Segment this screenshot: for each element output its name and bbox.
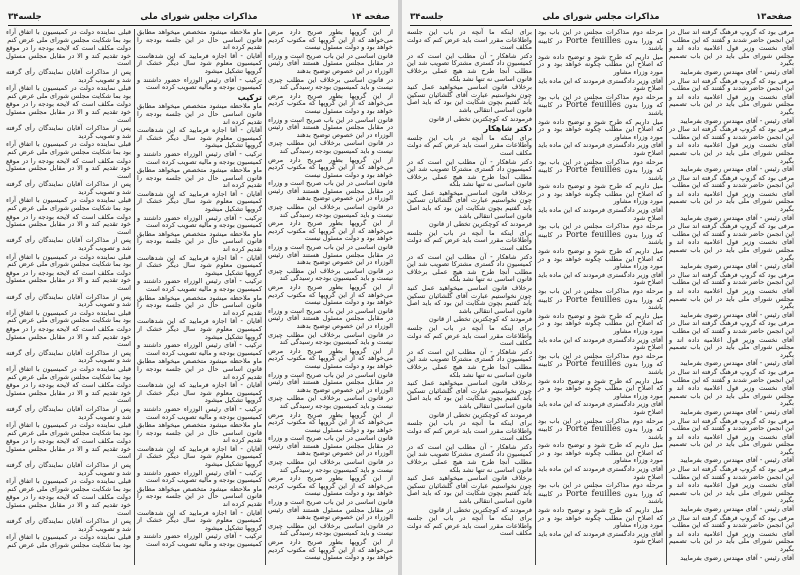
paragraph: قانون اساسی در این باب صریح است و وزراء در مقابل مجلس مسئول هستند آقای رئیس الوزراء در این خصوص توضیح بدهند	[268, 434, 393, 458]
paragraph: دولت مکلف است که لایحه بودجه را در موقع خود تقدیم کند و الا در مقابل مجلس مسئول است	[6, 437, 131, 461]
paragraph: از این گروپها بطور صریح دارد مرض می‌خواهد که از این گروپها که مکتوب کردیم خواهد بود و دولت مسئول نیست	[268, 283, 393, 307]
paragraph: قانون اساسی در این باب صریح است و وزراء در مقابل مجلس مسئول هستند آقای رئیس الوزراء در این خصوص توضیح بدهند	[268, 179, 393, 203]
session-number: جلسه۳۴	[8, 12, 42, 22]
paragraph: از این گروپها بطور صریح دارد مرض می‌خواهد که از این گروپها که مکتوب کردیم خواهد بود و دولت مسئول نیست	[268, 91, 393, 115]
paragraph: ماو ملاحظه میشود متخصص میخواهد مطابق قانون اساسی حال در این جلسه بودجه را تقدیم کرده اند	[137, 166, 262, 190]
text-column	[268, 29, 393, 567]
paragraph: دولت مکلف است که لایحه بودجه را در موقع خود تقدیم کند و الا در مقابل مجلس مسئول است	[6, 156, 131, 180]
paragraph: از این گروپها بطور صریح دارد مرض می‌خواهد که از این گروپها که مکتوب کردیم خواهد بود و دولت مسئول نیست	[268, 410, 393, 434]
paragraph: آقای رئیس - آقای مهندس رضوی بفرمایید	[680, 359, 794, 368]
paragraph: آقای وزیر دادگستری فرمودند که این ماده باید اصلاح شود	[538, 206, 663, 222]
paragraph: ترکیب - آقای رئیس الوزراء حضور داشتند و کمیسیون بودجه و مالیه تصویب کرده است	[137, 213, 262, 230]
paragraph: پس از مذاکرات آقایان نمایندگان رأی گرفته شد و تصویب گردید	[6, 236, 131, 253]
paragraph: پس از مذاکرات آقایان نمایندگان رأی گرفته شد و تصویب گردید	[6, 348, 131, 365]
paragraph: فرمودند که کوچکترین تخطی از قانون	[428, 220, 532, 229]
paragraph: قبلی نماینده دولت در کمیسیون با اتفاق آراء بود بما شکایت مجلس شورای ملی عرض کنم	[6, 533, 131, 549]
paragraph: قبلی نماینده دولت در کمیسیون با اتفاق آراء بود بما شکایت مجلس شورای ملی عرض کنم	[6, 421, 131, 437]
page-header	[410, 12, 792, 24]
paragraph: آقای وزیر دادگستری فرمودند که این ماده باید اصلاح شود	[538, 465, 663, 481]
paragraph: میل داریم که طرح شود و توضیح داده شود که اصلاح این مطلب چگونه خواهد بود و در مورد وزراء مشاور	[538, 247, 663, 271]
column-divider	[666, 29, 667, 565]
paragraph: آقای رئیس - آقای مهندس رضوی بفرمایید	[680, 165, 794, 174]
paragraph: میل داریم که طرح شود و توضیح داده شود که اصلاح این مطلب چگونه خواهد بود و در مورد وزراء مشاور	[538, 182, 663, 206]
paragraph: آقای وزیر دادگستری فرمودند که این ماده باید اصلاح شود	[538, 400, 663, 416]
paragraph: آقای نخست وزیر قول اعلامیه داده اند و مجلس شورای ملی باید در این باب تصمیم بگیرد	[669, 481, 794, 505]
paragraph: ماو ملاحظه میشود متخصص میخواهد مطابق قانون اساسی حال در این جلسه بودجه را تقدیم کرده اند	[137, 28, 262, 52]
paragraph: در قانون اساسی برخلاف این مطلب چیزی نیست و باید کمیسیون بودجه رسیدگی کند	[268, 458, 393, 474]
paragraph: دولت مکلف است که لایحه بودجه را در موقع خود تقدیم کند و الا در مقابل مجلس مسئول است	[6, 324, 131, 349]
paragraph: برای اینکه ما آنچه در باب این جلسه واطلاعات مقرر است باید عرض کنم که دولت مکلف است	[407, 514, 532, 538]
paragraph: فرمودند که کوچکترین تخطی از قانون	[428, 315, 532, 324]
paragraph: پس از مذاکرات آقایان نمایندگان رأی گرفته شد و تصویب گردید	[6, 461, 131, 477]
paragraph: آقایان - آقا اجازه فرمایید که این شدهاست کمیسیون معلوم شود سال دیگر خشک از گروپها تشکیل میشود	[137, 51, 262, 75]
paragraph: مرفی بود که گروپ فرهنگ گرفته اند سال در این انجمن حاضر شدند و گفتند که این مطلب	[669, 270, 794, 287]
paragraph: ماو ملاحظه میشود متخصص میخواهد مطابق قانون اساسی حال در این جلسه بودجه را تقدیم کرده اند	[137, 484, 262, 509]
paragraph: قانون اساسی در این باب صریح است و وزراء در مقابل مجلس مسئول هستند آقای رئیس الوزراء در این خصوص توضیح بدهند	[268, 115, 393, 139]
paragraph: مرفی بود که گروپ فرهنگ گرفته اند سال در این انجمن حاضر شدند و گفتند که این مطلب	[669, 222, 794, 238]
paragraph: در قانون اساسی برخلاف این مطلب چیزی نیست و باید کمیسیون بودجه رسیدگی کند	[268, 75, 393, 92]
paragraph: قبلی نماینده دولت در کمیسیون با اتفاق آراء بود بما شکایت مجلس شورای ملی عرض کنم	[6, 84, 131, 100]
paragraph: آقای رئیس - آقای مهندس رضوی بفرمایید	[680, 213, 794, 222]
paragraph: آقای نخست وزیر قول اعلامیه داده اند و مجلس شورای ملی باید در این باب تصمیم بگیرد	[669, 238, 794, 262]
paragraph: قبلی نماینده دولت در کمیسیون با اتفاق آراء بود بما شکایت مجلس شورای ملی عرض کنم	[6, 140, 131, 156]
paragraph: آقای نخست وزیر قول اعلامیه داده اند و مجلس شورای ملی باید در این باب تصمیم بگیرد	[669, 189, 794, 214]
page-number: صفحه۱۳	[755, 12, 792, 22]
paragraph: آقای رئیس - آقای مهندس رضوی بفرمایید	[680, 262, 794, 271]
column-divider	[134, 29, 135, 565]
paragraph: آقای نخست وزیر قول اعلامیه داده اند و مجلس شورای ملی باید در این باب تصمیم بگیرد	[669, 44, 794, 68]
paragraph: ترکیب - آقای رئیس الوزراء حضور داشتند و کمیسیون بودجه و مالیه تصویب کرده است	[137, 532, 262, 548]
paragraph: قانون اساسی در این باب صریح است و وزراء در مقابل مجلس مسئول هستند آقای رئیس الوزراء در این خصوص توضیح بدهند	[268, 498, 393, 522]
paragraph: فرمودند که کوچکترین تخطی از قانون	[428, 114, 532, 123]
paragraph: قبلی نماینده دولت در کمیسیون با اتفاق آراء بود بما شکایت مجلس شورای ملی عرض کنم	[6, 308, 131, 325]
header-rule	[8, 25, 390, 26]
paragraph: فرمودند که کوچکترین تخطی از قانون	[428, 505, 532, 514]
paragraph: از این گروپها بطور صریح دارد مرض می‌خواهد که از این گروپها که مکتوب کردیم خواهد بود و دولت مسئول نیست	[268, 155, 393, 179]
paragraph: مرحله دوم مذاکرات مجلس در این باب بود که وزرا بدون Porte feuilles در کابینه باشند	[538, 157, 663, 182]
paragraph: پس از مذاکرات آقایان نمایندگان رأی گرفته شد و تصویب گردید	[6, 67, 131, 84]
paragraph: مرحله دوم مذاکرات مجلس در این باب بود که وزرا بدون Porte feuilles در کابینه باشند	[538, 28, 663, 53]
paragraph: ترکیب - آقای رئیس الوزراء حضور داشتند و کمیسیون بودجه و مالیه تصویب کرده است	[137, 468, 262, 485]
paragraph: از این گروپها بطور صریح دارد مرض می‌خواهد که از این گروپها که مکتوب کردیم خواهد بود و دولت مسئول نیست	[268, 28, 393, 52]
paragraph: از این گروپها بطور صریح دارد مرض می‌خواهد که از این گروپها که مکتوب کردیم خواهد بود و دولت مسئول نیست	[268, 538, 393, 562]
paragraph: برای اینکه ما آنچه در باب این جلسه واطلاعات مقرر است باید عرض کنم که دولت مکلف است	[407, 323, 532, 348]
paragraph: میل داریم که طرح شود و توضیح داده شود که اصلاح این مطلب چگونه خواهد بود و در مورد وزراء مشاور	[538, 52, 663, 76]
paragraph: در قانون اساسی برخلاف این مطلب چیزی نیست و باید کمیسیون بودجه رسیدگی کند	[268, 139, 393, 155]
paragraph: در قانون اساسی برخلاف این مطلب چیزی نیست و باید کمیسیون بودجه رسیدگی کند	[268, 521, 393, 538]
paragraph: فرمودند که کوچکترین تخطی از قانون	[428, 410, 532, 419]
text-column	[137, 29, 262, 567]
paragraph: آقای رئیس - آقای مهندس رضوی بفرمایید	[680, 553, 794, 562]
header-rule	[410, 25, 792, 26]
paragraph: مرحله دوم مذاکرات مجلس در این باب بود که وزرا بدون Porte feuilles در کابینه باشند	[538, 481, 663, 506]
paragraph: مرفی بود که گروپ فرهنگ گرفته اند سال در این انجمن حاضر شدند و گفتند که این مطلب	[669, 513, 794, 530]
paragraph: قانون اساسی در این باب صریح است و وزراء در مقابل مجلس مسئول هستند آقای رئیس الوزراء در این خصوص توضیح بدهند	[268, 51, 393, 75]
paragraph: مرحله دوم مذاکرات مجلس در این باب بود که وزرا بدون Porte feuilles در کابینه باشند	[538, 222, 663, 247]
paragraph: میل داریم که طرح شود و توضیح داده شود که اصلاح این مطلب چگونه خواهد بود و در مورد وزراء مشاور	[538, 311, 663, 335]
paragraph: قانون اساسی در این باب صریح است و وزراء در مقابل مجلس مسئول هستند آقای رئیس الوزراء در این خصوص توضیح بدهند	[268, 243, 393, 267]
paragraph: دولت مکلف است که لایحه بودجه را در موقع خود تقدیم کند و الا در مقابل مجلس مسئول است	[6, 268, 131, 292]
paragraph: آقای نخست وزیر قول اعلامیه داده اند و مجلس شورای ملی باید در این باب تصمیم بگیرد	[669, 529, 794, 553]
paragraph: میل داریم که طرح شود و توضیح داده شود که اصلاح این مطلب چگونه خواهد بود و در مورد وزراء مشاور	[538, 117, 663, 141]
paragraph: آقایان - آقا اجازه فرمایید که این شدهاست کمیسیون معلوم شود سال دیگر خشک از گروپها تشکیل میشود	[137, 126, 262, 150]
paragraph: آقای وزیر دادگستری فرمودند که این ماده باید اصلاح شود	[538, 529, 663, 546]
paragraph: دولت مکلف است که لایحه بودجه را در موقع خود تقدیم کند و الا در مقابل مجلس مسئول است	[6, 100, 131, 124]
paragraph: ماو ملاحظه میشود متخصص میخواهد مطابق قانون اساسی حال در این جلسه بودجه را تقدیم کرده اند	[137, 102, 262, 126]
paragraph: دکتر شاهکار - آن مطلب این است که در کمیسیون داد گستری مشترکا تصویب شد این مطلب آنجا طرح شد هیچ عملی برخلاف قانون اساسی نه تنها نشد بلکه	[407, 442, 532, 474]
paragraph: برای اینکه ما آنچه در باب این جلسه واطلاعات مقرر است باید عرض کنم که دولت مکلف است	[407, 28, 532, 52]
paragraph: آقای رئیس - آقای مهندس رضوی بفرمایید	[680, 456, 794, 465]
paragraph: آقای رئیس - آقای مهندس رضوی بفرمایید	[680, 67, 794, 76]
text-column	[538, 29, 663, 567]
publication-title: مذاکرات مجلس شورای ملی	[140, 12, 258, 22]
left-page	[0, 0, 398, 575]
paragraph: پس از مذاکرات آقایان نمایندگان رأی گرفته شد و تصویب گردید	[6, 292, 131, 309]
paragraph: قانون اساسی در این باب صریح است و وزراء در مقابل مجلس مسئول هستند آقای رئیس الوزراء در این خصوص توضیح بدهند	[268, 370, 393, 394]
paragraph: قبلی نماینده دولت در کمیسیون با اتفاق آراء بود بما شکایت مجلس شورای ملی عرض کنم	[6, 477, 131, 493]
paragraph: در قانون اساسی برخلاف این مطلب چیزی نیست و باید کمیسیون بودجه رسیدگی کند	[268, 266, 393, 283]
session-number: جلسه۳۴	[410, 12, 444, 22]
paragraph: ترکیب - آقای رئیس الوزراء حضور داشتند و کمیسیون بودجه و مالیه تصویب کرده است	[137, 75, 262, 92]
paragraph: مرفی بود که گروپ فرهنگ گرفته اند سال در این انجمن حاضر شدند و گفتند که این مطلب	[669, 465, 794, 481]
column-divider	[265, 29, 266, 565]
paragraph: آقای رئیس - آقای مهندس رضوی بفرمایید	[680, 505, 794, 514]
paragraph: مرفی بود که گروپ فرهنگ گرفته اند سال در این انجمن حاضر شدند و گفتند که این مطلب	[669, 125, 794, 141]
paragraph: ترکیب - آقای رئیس الوزراء حضور داشتند و کمیسیون بودجه و مالیه تصویب کرده است	[137, 404, 262, 421]
paragraph: آقایان - آقا اجازه فرمایید که این شدهاست کمیسیون معلوم شود سال دیگر خشک از گروپها تشکیل میشود	[137, 253, 262, 277]
paragraph: پس از مذاکرات آقایان نمایندگان رأی گرفته شد و تصویب گردید	[6, 124, 131, 140]
paragraph: میل داریم که طرح شود و توضیح داده شود که اصلاح این مطلب چگونه خواهد بود و در مورد وزراء مشاور	[538, 506, 663, 530]
paragraph: برای اینکه ما آنچه در باب این جلسه واطلاعات مقرر است باید عرض کنم که دولت مکلف است	[407, 419, 532, 443]
paragraph: برخلاف قانون اساسی میخواهید عمل کنید چون نخواستیم عبارت آقای گلشائیان تسکین یابد گفتیم بچون شکایت این بود که باید اصل قانون اساسی انتقالی باشد	[407, 284, 532, 315]
paragraph: قبلی نماینده دولت در کمیسیون با اتفاق آراء بود بما شکایت مجلس شورای ملی عرض کنم	[6, 252, 131, 269]
paragraph: از این گروپها بطور صریح دارد مرض می‌خواهد که از این گروپها که مکتوب کردیم خواهد بود و دولت مسئول نیست	[268, 346, 393, 370]
paragraph: برخلاف قانون اساسی میخواهید عمل کنید چون نخواستیم عبارت آقای گلشائیان تسکین یابد گفتیم بچون شکایت این بود که باید اصل قانون اساسی انتقالی باشد	[407, 379, 532, 410]
right-page	[402, 0, 800, 575]
paragraph: در قانون اساسی برخلاف این مطلب چیزی نیست و باید کمیسیون بودجه رسیدگی کند	[268, 394, 393, 410]
paragraph: در قانون اساسی برخلاف این مطلب چیزی نیست و باید کمیسیون بودجه رسیدگی کند	[268, 330, 393, 347]
paragraph: دولت مکلف است که لایحه بودجه را در موقع خود تقدیم کند و الا در مقابل مجلس مسئول است	[6, 493, 131, 517]
paragraph: ماو ملاحظه میشود متخصص میخواهد مطابق قانون اساسی حال در این جلسه بودجه را تقدیم کرده اند	[137, 421, 262, 445]
paragraph: آقای رئیس - آقای مهندس رضوی بفرمایید	[680, 310, 794, 319]
paragraph: ترکیب - آقای رئیس الوزراء حضور داشتند و کمیسیون بودجه و مالیه تصویب کرده است	[137, 149, 262, 166]
paragraph: برای اینکه ما آنچه در باب این جلسه واطلاعات مقرر است باید عرض کنم که دولت مکلف است	[407, 228, 532, 253]
paragraph: برخلاف قانون اساسی میخواهید عمل کنید چون نخواستیم عبارت آقای گلشائیان تسکین یابد گفتیم بچون شکایت این بود که باید اصل قانون اساسی انتقالی باشد	[407, 188, 532, 220]
text-column	[669, 29, 794, 567]
paragraph: قانون اساسی در این باب صریح است و وزراء در مقابل مجلس مسئول هستند آقای رئیس الوزراء در این خصوص توضیح بدهند	[268, 306, 393, 330]
paragraph: مرفی بود که گروپ فرهنگ گرفته اند سال در این انجمن حاضر شدند و گفتند که این مطلب	[669, 416, 794, 433]
paragraph: آقای وزیر دادگستری فرمودند که این ماده باید اصلاح شود	[538, 141, 663, 157]
paragraph: آقایان - آقا اجازه فرمایید که این شدهاست کمیسیون معلوم شود سال دیگر خشک از گروپها تشکیل میشود	[137, 444, 262, 469]
paragraph: آقای رئیس - آقای مهندس رضوی بفرمایید	[680, 116, 794, 125]
paragraph: مرفی بود که گروپ فرهنگ گرفته اند سال در این انجمن حاضر شدند و گفتند که این مطلب	[669, 28, 794, 44]
paragraph: دولت مکلف است که لایحه بودجه را در موقع خود تقدیم کند و الا در مقابل مجلس مسئول است	[6, 381, 131, 405]
paragraph: مرحله دوم مذاکرات مجلس در این باب بود که وزرا بدون Porte feuilles در کابینه باشند	[538, 287, 663, 312]
paragraph: برای اینکه ما آنچه در باب این جلسه واطلاعات مقرر است باید عرض کنم که دولت مکلف است	[407, 133, 532, 157]
paragraph: آقای نخست وزیر قول اعلامیه داده اند و مجلس شورای ملی باید در این باب تصمیم بگیرد	[669, 335, 794, 359]
paragraph: برخلاف قانون اساسی میخواهید عمل کنید چون نخواستیم عبارت آقای گلشائیان تسکین یابد گفتیم بچون شکایت این بود که باید اصل قانون اساسی انتقالی باشد	[407, 83, 532, 114]
paragraph: آقایان - آقا اجازه فرمایید که این شدهاست کمیسیون معلوم شود سال دیگر خشک از گروپها تشکیل میشود	[137, 381, 262, 405]
page-number: صفحه ۱۴	[351, 12, 390, 22]
paragraph: آقای وزیر دادگستری فرمودند که این ماده باید اصلاح شود	[538, 335, 663, 352]
paragraph: آقای نخست وزیر قول اعلامیه داده اند و مجلس شورای ملی باید در این باب تصمیم بگیرد	[669, 92, 794, 116]
paragraph: دولت مکلف است که لایحه بودجه را در موقع خود تقدیم کند و الا در مقابل مجلس مسئول است	[6, 44, 131, 68]
paragraph: آقای وزیر دادگستری فرمودند که این ماده باید اصلاح شود	[538, 270, 663, 287]
paragraph: برخلاف قانون اساسی میخواهید عمل کنید چون نخواستیم عبارت آقای گلشائیان تسکین یابد گفتیم بچون شکایت این بود که باید اصل قانون اساسی انتقالی باشد	[407, 474, 532, 506]
paragraph: مرحله دوم مذاکرات مجلس در این باب بود که وزرا بدون Porte feuilles در کابینه باشند	[538, 92, 663, 117]
paragraph: آقای نخست وزیر قول اعلامیه داده اند و مجلس شورای ملی باید در این باب تصمیم بگیرد	[669, 287, 794, 311]
paragraph: دکتر شاهکار - آن مطلب این است که در کمیسیون داد گستری مشترکا تصویب شد این مطلب آنجا طرح شد هیچ عملی برخلاف قانون اساسی نه تنها نشد بلکه	[407, 252, 532, 284]
paragraph: آقای وزیر دادگستری فرمودند که این ماده باید اصلاح شود	[538, 76, 663, 93]
paragraph: آقایان - آقا اجازه فرمایید که این شدهاست کمیسیون معلوم شود سال دیگر خشک از گروپها تشکیل میشود	[137, 508, 262, 532]
paragraph: پس از مذاکرات آقایان نمایندگان رأی گرفته شد و تصویب گردید	[6, 517, 131, 533]
paragraph: قبلی نماینده دولت در کمیسیون با اتفاق آراء بود بما شکایت مجلس شورای ملی عرض کنم	[6, 196, 131, 213]
paragraph: میل داریم که طرح شود و توضیح داده شود که اصلاح این مطلب چگونه خواهد بود و در مورد وزراء مشاور	[538, 376, 663, 400]
page-header	[8, 12, 390, 24]
paragraph: دولت مکلف است که لایحه بودجه را در موقع خود تقدیم کند و الا در مقابل مجلس مسئول است	[6, 212, 131, 236]
paragraph: از این گروپها بطور صریح دارد مرض می‌خواهد که از این گروپها که مکتوب کردیم خواهد بود و دولت مسئول نیست	[268, 219, 393, 243]
paragraph: آقای رئیس - آقای مهندس رضوی بفرمایید	[680, 407, 794, 416]
paragraph: پس از مذاکرات آقایان نمایندگان رأی گرفته شد و تصویب گردید	[6, 180, 131, 196]
paragraph: مرحله دوم مذاکرات مجلس در این باب بود که وزرا بدون Porte feuilles در کابینه باشند	[538, 351, 663, 376]
paragraph: از این گروپها بطور صریح دارد مرض می‌خواهد که از این گروپها که مکتوب کردیم خواهد بود و دولت مسئول نیست	[268, 474, 393, 498]
paragraph: پس از مذاکرات آقایان نمایندگان رأی گرفته شد و تصویب گردید	[6, 404, 131, 421]
paragraph: مرفی بود که گروپ فرهنگ گرفته اند سال در این انجمن حاضر شدند و گفتند که این مطلب	[669, 173, 794, 190]
paragraph: آقای نخست وزیر قول اعلامیه داده اند و مجلس شورای ملی باید در این باب تصمیم بگیرد	[669, 141, 794, 165]
paragraph: آقای نخست وزیر قول اعلامیه داده اند و مجلس شورای ملی باید در این باب تصمیم بگیرد	[669, 432, 794, 456]
paragraph: مرفی بود که گروپ فرهنگ گرفته اند سال در این انجمن حاضر شدند و گفتند که این مطلب	[669, 367, 794, 384]
paragraph: دکتر شاهکار - آن مطلب این است که در کمیسیون داد گستری مشترکا تصویب شد این مطلب آنجا طرح شد هیچ عملی برخلاف قانون اساسی نه تنها نشد بلکه	[407, 157, 532, 189]
text-column	[407, 29, 532, 567]
paragraph: آقای نخست وزیر قول اعلامیه داده اند و مجلس شورای ملی باید در این باب تصمیم بگیرد	[669, 384, 794, 408]
paragraph: ماو ملاحظه میشود متخصص میخواهد مطابق قانون اساسی حال در این جلسه بودجه را تقدیم کرده اند	[137, 293, 262, 317]
paragraph: میل داریم که طرح شود و توضیح داده شود که اصلاح این مطلب چگونه خواهد بود و در مورد وزراء مشاور	[538, 441, 663, 465]
paragraph: مرفی بود که گروپ فرهنگ گرفته اند سال در این انجمن حاضر شدند و گفتند که این مطلب	[669, 319, 794, 335]
section-heading: دکتر شاهکار	[483, 124, 532, 134]
paragraph: آقایان - آقا اجازه فرمایید که این شدهاست کمیسیون معلوم شود سال دیگر خشک از گروپها تشکیل میشود	[137, 317, 262, 341]
section-heading: ترکیب	[237, 92, 262, 102]
paragraph: دکتر شاهکار - آن مطلب این است که در کمیسیون داد گستری مشترکا تصویب شد این مطلب آنجا طرح شد هیچ عملی برخلاف قانون اساسی نه تنها نشد بلکه	[407, 347, 532, 379]
paragraph: قبلی نماینده دولت در کمیسیون با اتفاق آراء بود بما شکایت مجلس شورای ملی عرض کنم	[6, 364, 131, 381]
paragraph: ترکیب - آقای رئیس الوزراء حضور داشتند و کمیسیون بودجه و مالیه تصویب کرده است	[137, 341, 262, 357]
paragraph: ماو ملاحظه میشود متخصص میخواهد مطابق قانون اساسی حال در این جلسه بودجه را تقدیم کرده اند	[137, 229, 262, 254]
text-column	[6, 29, 131, 567]
column-divider	[535, 29, 536, 565]
paragraph: مرفی بود که گروپ فرهنگ گرفته اند سال در این انجمن حاضر شدند و گفتند که این مطلب	[669, 76, 794, 93]
paragraph: ترکیب - آقای رئیس الوزراء حضور داشتند و کمیسیون بودجه و مالیه تصویب کرده است	[137, 277, 262, 293]
paragraph: در قانون اساسی برخلاف این مطلب چیزی نیست و باید کمیسیون بودجه رسیدگی کند	[268, 203, 393, 219]
paragraph: قبلی نماینده دولت در کمیسیون با اتفاق آراء بود بما شکایت مجلس شورای ملی عرض کنم	[6, 28, 131, 44]
paragraph: دکتر شاهکار - آن مطلب این است که در کمیسیون داد گستری مشترکا تصویب شد این مطلب آنجا طرح شد هیچ عملی برخلاف قانون اساسی نه تنها نشد بلکه	[407, 51, 532, 83]
paragraph: ماو ملاحظه میشود متخصص میخواهد مطابق قانون اساسی حال در این جلسه بودجه را تقدیم کرده اند	[137, 357, 262, 381]
paragraph: آقایان - آقا اجازه فرمایید که این شدهاست کمیسیون معلوم شود سال دیگر خشک از گروپها تشکیل میشود	[137, 189, 262, 214]
paragraph: مرحله دوم مذاکرات مجلس در این باب بود که وزرا بدون Porte feuilles در کابینه باشند	[538, 416, 663, 441]
publication-title: مذاکرات مجلس شورای ملی	[542, 12, 660, 22]
